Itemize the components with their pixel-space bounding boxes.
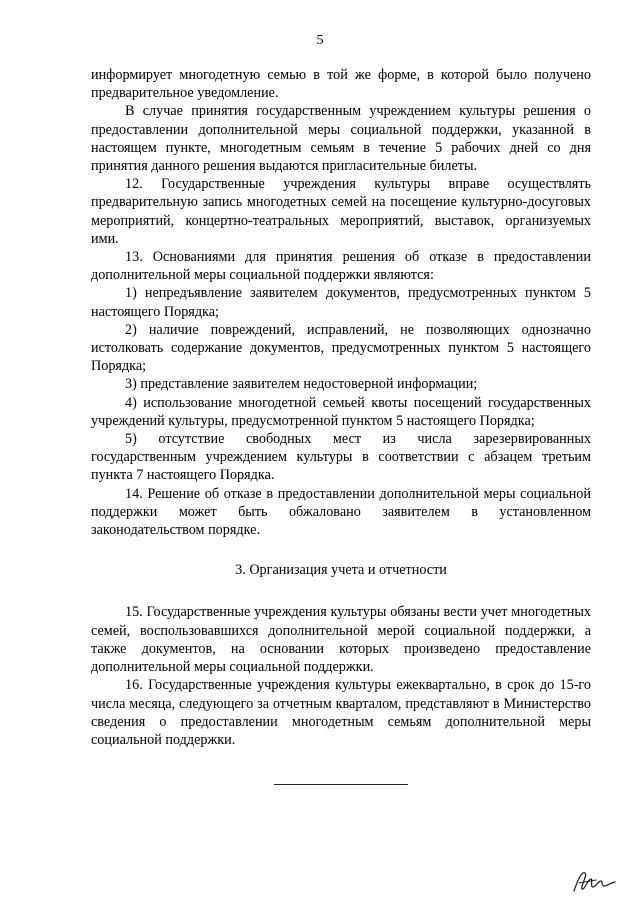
list-item-3: 3) представление заявителем недостоверной информации; bbox=[125, 376, 478, 393]
paragraph-14: 14. Решение об отказе в предоставлении дополнительной меры социальной поддержки может быть обжаловано заявителем в установленном законодательством порядке. bbox=[91, 485, 591, 539]
paragraph-continuation: информирует многодетную семью в той же форме, в которой было получено предварительное уведомление. bbox=[91, 67, 591, 102]
end-rule bbox=[274, 784, 408, 785]
document-body bbox=[91, 66, 591, 749]
paragraphs-after bbox=[91, 603, 591, 749]
paragraph-16: 16. Государственные учреждения культуры ежеквартально, в срок до 15-го числа месяца, следующего за отчетным кварталом, представляют в Министерство сведения о предоставлении многодетным семьям дополнительной меры социальной поддержки. bbox=[91, 677, 591, 748]
section-heading: 3. Организация учета и отчетности bbox=[235, 562, 447, 579]
paragraph-15: 15. Государственные учреждения культуры обязаны вести учет многодетных семей, воспользовавшихся дополнительной мерой социальной поддержки, а также документов, на основании которых произведено предоставление дополнительной меры социальной поддержки. bbox=[91, 604, 591, 676]
list-item-4: 4) использование многодетной семьей квоты посещений государственных учреждений культуры, предусмотренной пунктом 5 настоящего Порядка; bbox=[91, 394, 591, 429]
paragraphs-before bbox=[91, 66, 591, 539]
list-item-2: 2) наличие повреждений, исправлений, не позволяющих однозначно истолковать содержание документов, предусмотренных пунктом 5 настоящего Порядка; bbox=[91, 321, 591, 375]
list-item-5: 5) отсутствие свободных мест из числа зарезервированных государственным учреждением культуры в соответствии с абзацем третьим пункта 7 настоящего Порядка. bbox=[91, 431, 591, 484]
paragraph-13: 13. Основаниями для принятия решения об отказе в предоставлении дополнительной меры социальной поддержки являются: bbox=[91, 249, 591, 284]
list-item-1: 1) непредъявление заявителем документов, предусмотренных пунктом 5 настоящего Порядка; bbox=[91, 285, 591, 320]
page-number: 5 bbox=[316, 33, 324, 48]
paragraph-12: 12. Государственные учреждения культуры вправе осуществлять предварительную запись многодетных семей на посещение культурно-досуговых мероприятий, концертно-театральных мероприятий, выставок, организуемых ими. bbox=[91, 176, 591, 247]
paragraph-tickets: В случае принятия государственным учреждением культуры решения о предоставлении дополнительной меры социальной поддержки, указанной в настоящем пункте, многодетным семьям в течение 5 рабочих дней со дня принятия данного решения выдаются пригласительные билеты. bbox=[91, 103, 591, 175]
signature-icon bbox=[570, 865, 618, 895]
